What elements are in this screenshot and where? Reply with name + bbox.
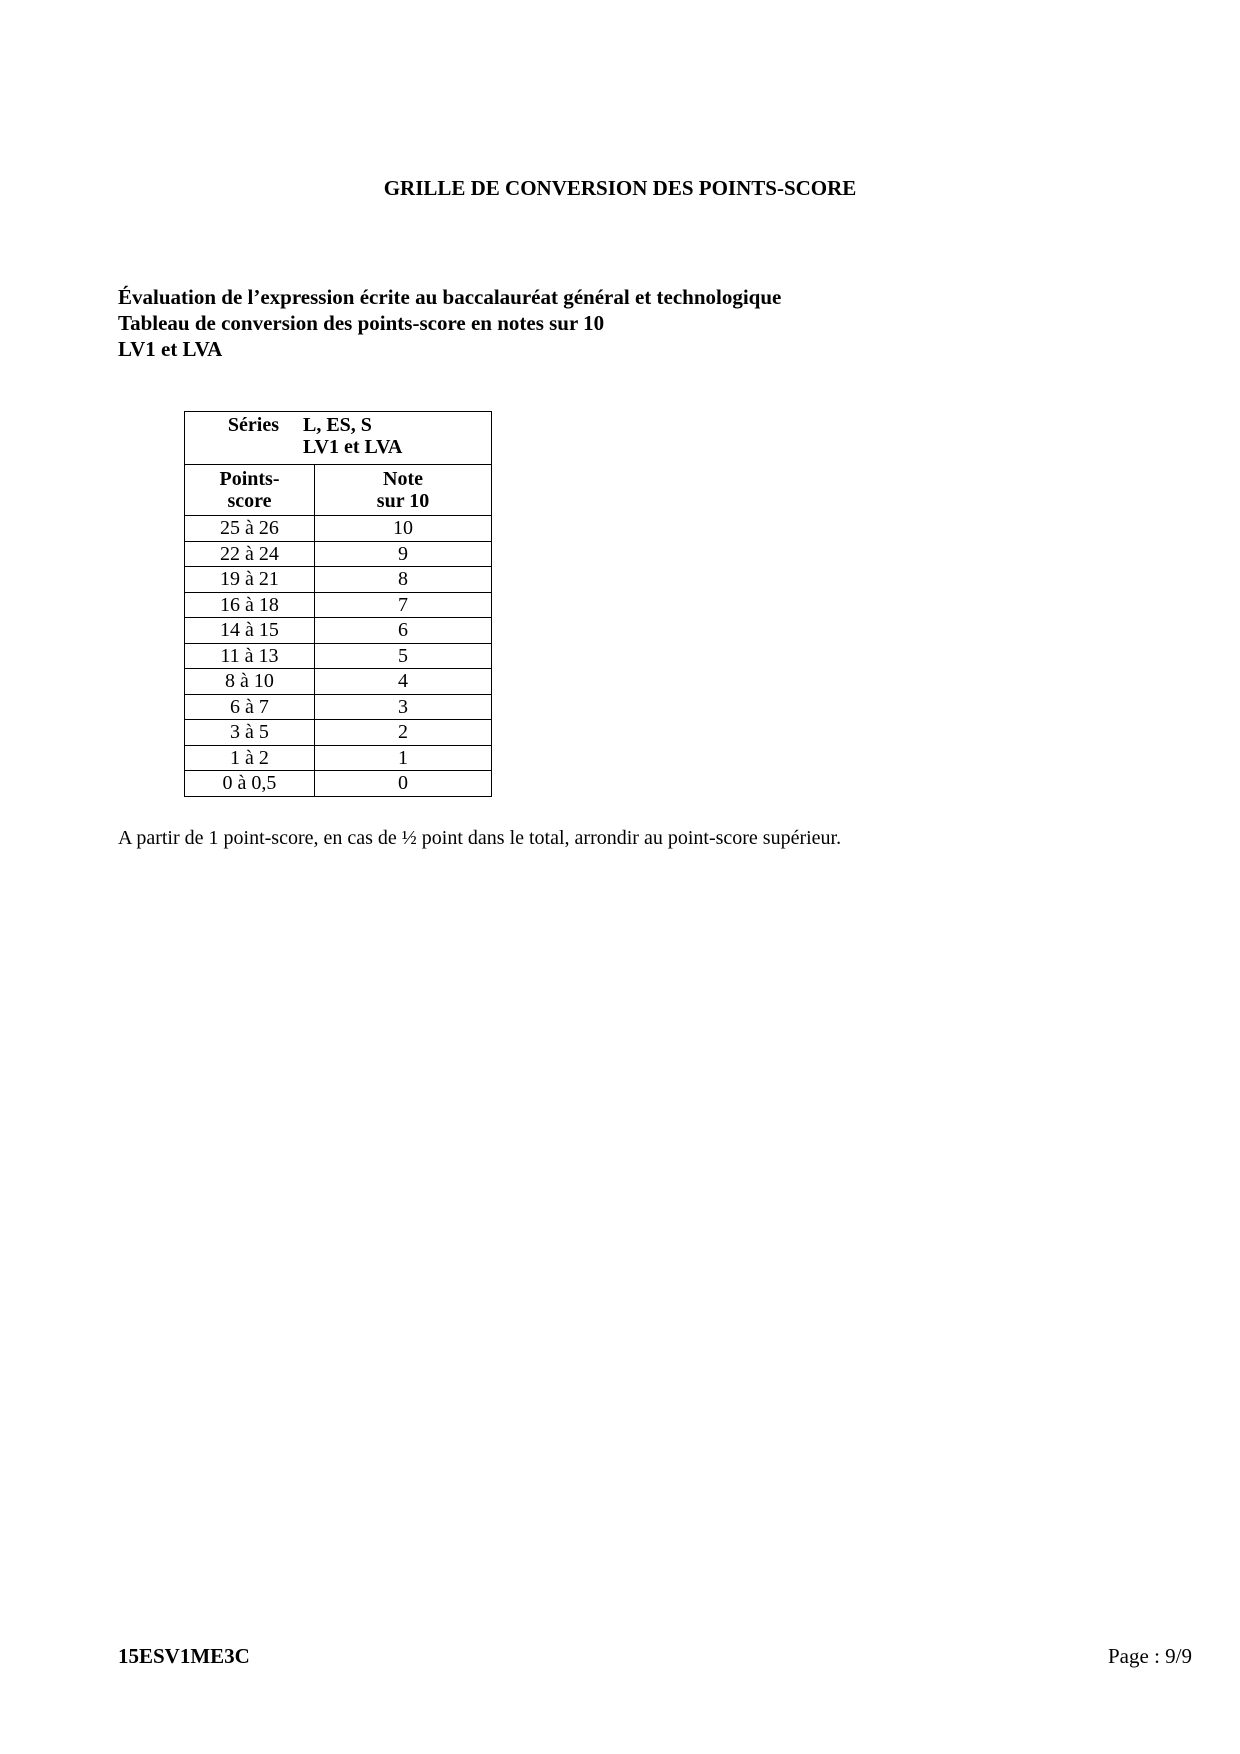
series-values (303, 414, 402, 458)
points-score-cell: 25 à 26 (185, 516, 315, 542)
points-score-cell: 3 à 5 (185, 720, 315, 746)
note-cell: 7 (315, 592, 492, 618)
note-header-line2: sur 10 (376, 490, 430, 512)
points-score-cell: 22 à 24 (185, 541, 315, 567)
table-row (185, 720, 492, 746)
points-score-cell: 16 à 18 (185, 592, 315, 618)
note-cell: 0 (315, 771, 492, 797)
points-score-cell: 8 à 10 (185, 669, 315, 695)
note-cell: 2 (315, 720, 492, 746)
table-row (185, 541, 492, 567)
note-cell: 6 (315, 618, 492, 644)
table-row (185, 567, 492, 593)
points-score-header-line2: score (227, 490, 272, 512)
table-row (185, 745, 492, 771)
note-cell: 10 (315, 516, 492, 542)
page-title: GRILLE DE CONVERSION DES POINTS-SCORE (383, 176, 857, 200)
note-cell: 3 (315, 694, 492, 720)
heading-line-evaluation: Évaluation de l’expression écrite au baccalauréat général et technologique (118, 285, 782, 309)
table-row (185, 771, 492, 797)
note-cell: 5 (315, 643, 492, 669)
series-value-line2: LV1 et LVA (303, 436, 403, 458)
footer-code: 15ESV1ME3C (118, 1644, 250, 1668)
table-row (185, 618, 492, 644)
series-row (185, 412, 492, 465)
points-score-cell: 11 à 13 (185, 643, 315, 669)
note-header (315, 465, 492, 516)
series-cell (185, 412, 492, 465)
note-cell: 1 (315, 745, 492, 771)
points-score-cell: 6 à 7 (185, 694, 315, 720)
points-score-cell: 0 à 0,5 (185, 771, 315, 797)
heading-line-languages: LV1 et LVA (118, 337, 223, 361)
table-row (185, 694, 492, 720)
points-score-cell: 14 à 15 (185, 618, 315, 644)
series-label: Séries (227, 414, 279, 436)
heading-block (118, 284, 781, 362)
series-value-line1: L, ES, S (303, 414, 372, 436)
note-cell: 9 (315, 541, 492, 567)
note-cell: 8 (315, 567, 492, 593)
conversion-table (184, 411, 492, 797)
note-cell: 4 (315, 669, 492, 695)
rounding-note: A partir de 1 point-score, en cas de ½ point dans le total, arrondir au point-score supérieur. (118, 827, 842, 849)
heading-line-table-description: Tableau de conversion des points-score en notes sur 10 (118, 311, 605, 335)
points-score-cell: 1 à 2 (185, 745, 315, 771)
footer-page-number: Page : 9/9 (1108, 1644, 1192, 1668)
points-score-header-line1: Points- (219, 468, 280, 490)
table-row (185, 643, 492, 669)
points-score-header (185, 465, 315, 516)
column-header-row (185, 465, 492, 516)
table-row (185, 516, 492, 542)
table-row (185, 669, 492, 695)
points-score-cell: 19 à 21 (185, 567, 315, 593)
table-row (185, 592, 492, 618)
note-header-line1: Note (383, 468, 423, 490)
